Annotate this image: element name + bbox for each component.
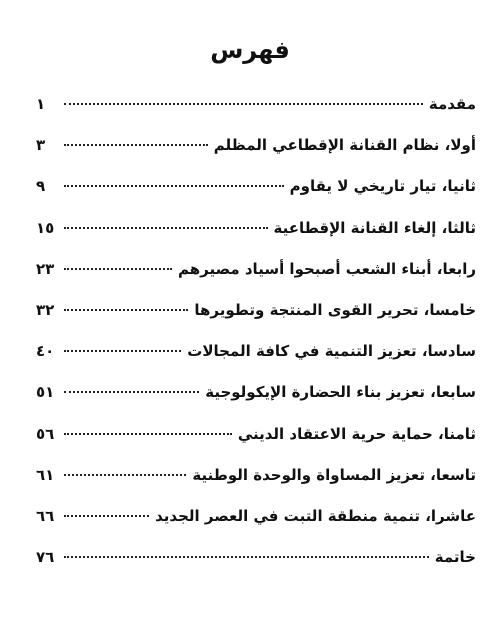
toc-entry-page: ١ (36, 95, 46, 113)
toc-entry-label: ثانيا، تيار تاريخي لا يقاوم (289, 177, 476, 196)
toc-entry[interactable] (36, 537, 476, 578)
toc-entry-page: ٤٠ (36, 342, 55, 361)
toc-entry-label: ثامنا، حماية حرية الاعتقاد الديني (237, 424, 476, 443)
toc-entry-label: تاسعا، تعزيز المساواة والوحدة الوطنية (192, 465, 476, 484)
toc-entry[interactable] (36, 84, 476, 125)
table-of-contents (36, 84, 476, 578)
toc-entry-page: ٢٣ (36, 259, 55, 278)
toc-entry[interactable] (36, 166, 476, 207)
dot-leader (64, 185, 284, 187)
toc-entry-label: سادسا، تعزيز التنمية في كافة المجالات (187, 342, 476, 361)
dot-leader (64, 515, 149, 517)
toc-entry[interactable] (36, 290, 476, 331)
toc-entry-label: خامسا، تحرير القوى المنتجة وتطويرها (194, 300, 476, 319)
toc-entry[interactable] (36, 372, 476, 413)
dot-leader (64, 350, 181, 352)
dot-leader (64, 556, 429, 558)
toc-entry[interactable] (36, 208, 476, 249)
dot-leader (64, 144, 208, 146)
toc-entry[interactable] (36, 125, 476, 166)
dot-leader (64, 391, 199, 393)
dot-leader (64, 227, 268, 229)
toc-entry-label: ثالثا، إلغاء القنانة الإقطاعية (273, 218, 476, 237)
dot-leader (64, 474, 186, 476)
toc-entry[interactable] (36, 249, 476, 290)
toc-entry-page: ٥١ (36, 383, 55, 402)
dot-leader (64, 433, 232, 435)
toc-entry-label: خاتمة (434, 548, 476, 567)
dot-leader (64, 309, 188, 311)
toc-entry[interactable] (36, 496, 476, 537)
toc-entry[interactable] (36, 414, 476, 455)
toc-entry-label: رابعا، أبناء الشعب أصبحوا أسياد مصيرهم (177, 259, 476, 278)
toc-entry-page: ٩ (36, 177, 46, 196)
toc-entry-label: مقدمة (428, 95, 476, 113)
toc-entry-page: ٧٦ (36, 548, 55, 567)
toc-entry-label: عاشرا، تنمية منطقة التبت في العصر الجديد (155, 506, 476, 525)
toc-entry-page: ٦١ (36, 465, 55, 484)
toc-entry-page: ١٥ (36, 218, 55, 237)
toc-entry-label: أولا، نظام القنانة الإقطاعي المظلم (213, 136, 476, 155)
dot-leader (64, 103, 423, 105)
toc-entry-page: ٥٦ (36, 424, 55, 443)
toc-entry-page: ٣ (36, 136, 46, 155)
toc-entry-page: ٦٦ (36, 506, 55, 525)
page-title: فهرس (210, 36, 290, 64)
toc-entry[interactable] (36, 331, 476, 372)
toc-entry-label: سابعا، تعزيز بناء الحضارة الإيكولوجية (205, 383, 476, 402)
dot-leader (64, 268, 172, 270)
toc-entry-page: ٣٢ (36, 300, 55, 319)
toc-entry[interactable] (36, 455, 476, 496)
